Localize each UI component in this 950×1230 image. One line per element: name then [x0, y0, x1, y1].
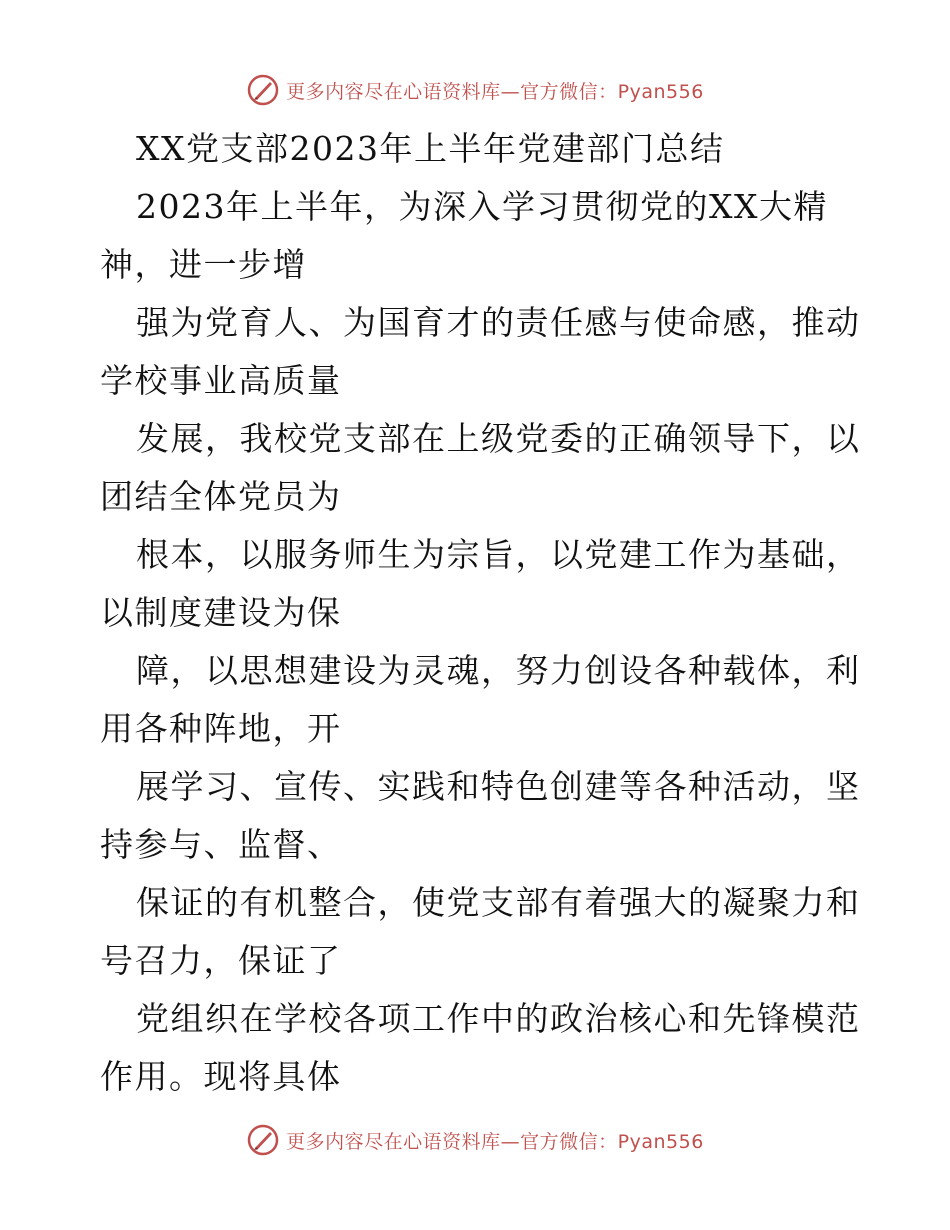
- text-line: 保证的有机整合，使党支部有着强大的凝聚力和: [136, 883, 861, 922]
- quill-pen-logo-icon: [246, 73, 280, 107]
- footer-watermark: [0, 1120, 950, 1160]
- watermark-text: 更多内容尽在心语资料库—官方微信：Pyan556: [286, 80, 704, 103]
- text-line: 党组织在学校各项工作中的政治核心和先锋模范: [136, 999, 861, 1038]
- text-line: 以制度建设为保: [100, 593, 342, 632]
- header-watermark: [0, 70, 950, 110]
- document-title: XX党支部2023年上半年党建部门总结: [136, 129, 725, 168]
- text-line: 2023年上半年，为深入学习贯彻党的XX大精: [136, 187, 828, 226]
- text-line: 根本，以服务师生为宗旨，以党建工作为基础，: [136, 535, 861, 574]
- text-line: 用各种阵地，开: [100, 709, 342, 748]
- text-line: 神，进一步增: [100, 245, 307, 284]
- text-line: 持参与、监督、: [100, 825, 342, 864]
- text-line: 号召力，保证了: [100, 941, 342, 980]
- document-body: [100, 120, 860, 1106]
- quill-pen-logo-icon: [246, 1123, 280, 1157]
- text-line: 作用。现将具体: [100, 1057, 342, 1096]
- text-line: 展学习、宣传、实践和特色创建等各种活动，坚: [136, 767, 861, 806]
- text-line: 强为党育人、为国育才的责任感与使命感，推动: [136, 303, 861, 342]
- text-line: 发展，我校党支部在上级党委的正确领导下，以: [136, 419, 861, 458]
- watermark-text: 更多内容尽在心语资料库—官方微信：Pyan556: [286, 1130, 704, 1153]
- text-line: 团结全体党员为: [100, 477, 342, 516]
- text-line: 障，以思想建设为灵魂，努力创设各种载体，利: [136, 651, 861, 690]
- text-line: 学校事业高质量: [100, 361, 342, 400]
